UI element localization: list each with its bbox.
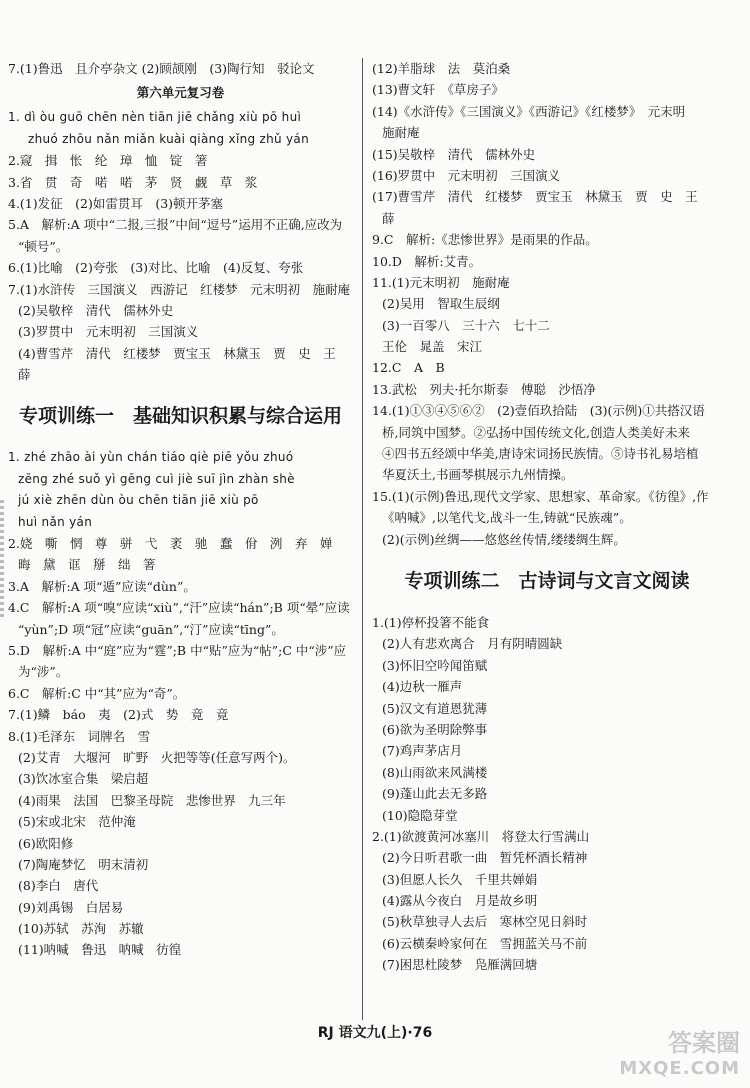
answer-line: (2)艾青 大堰河 旷野 火把等等(任意写两个)。 [18, 749, 296, 765]
answer-line: 12.C A B [372, 360, 445, 376]
answer-line: (6)欲为圣明除弊事 [382, 721, 488, 737]
answer-line: zhuó zhōu nǎn miǎn kuài qiàng xǐng zhǔ yán [28, 131, 309, 146]
answer-line: zēng zhé suǒ yì gēng cuì jiè suī jìn zhàn shè [18, 471, 295, 486]
answer-line: (6)云横秦岭家何在 雪拥蓝关马不前 [382, 935, 588, 951]
section-title-unit6: 第六单元复习卷 [136, 85, 225, 101]
answer-line: (2)吴用 智取生辰纲 [382, 296, 500, 312]
answer-line: 10.D 解析:艾青。 [372, 253, 482, 269]
answer-line: (3)但愿人长久 千里共婵娟 [382, 871, 538, 887]
answer-line: 6.(1)比喻 (2)夸张 (3)对比、比喻 (4)反复、夸张 [8, 260, 304, 276]
answer-line: (8)李白 唐代 [18, 878, 99, 894]
answer-line: (3)饮冰室合集 梁启超 [18, 771, 149, 787]
binding-edge [0, 500, 4, 620]
answer-line: 15.(1)(示例)鲁迅,现代文学家、思想家、革命家。《彷徨》,作 [372, 488, 709, 504]
answer-line: 8.(1)毛泽东 词牌名 雪 [8, 728, 151, 744]
answer-line: (14)《水浒传》《三国演义》《西游记》《红楼梦》 元末明 [372, 103, 686, 119]
answer-line: (2)今日听君歌一曲 暂凭杯酒长精神 [382, 850, 588, 866]
answer-line: (4)边秋一雁声 [382, 679, 463, 695]
answer-line: (8)山雨欲来风满楼 [382, 764, 488, 780]
left-column [8, 58, 353, 961]
answer-line: 14.(1)①③④⑤⑥② (2)壹佰玖拾陆 (3)(示例)①共搭汉语 [372, 403, 705, 419]
answer-line: (5)汉文有道恩犹薄 [382, 700, 488, 716]
answer-line: 1. zhé zhāo ài yùn chán tiáo qiè piē yǒu zhuó [8, 450, 294, 465]
answer-line: jú xiè zhēn dùn òu chēn tiān jiē xiù pō [18, 493, 259, 508]
answer-line: 桥,同筑中国梦。②弘扬中国传统文化,创造人类美好未来 [382, 424, 690, 440]
answer-line: 为“涉”。 [18, 664, 69, 680]
answer-line: 晦 黛 诓 掰 绌 箸 [18, 557, 156, 573]
answer-line: (5)秋草独寻人去后 寒林空见日斜时 [382, 914, 588, 930]
answer-line: 3.A 解析:A 项“遁”应读“dùn”。 [8, 578, 196, 594]
page-footer: RJ 语文九(上)·76 [317, 1025, 433, 1041]
answer-line: (2)吴敬梓 清代 儒林外史 [18, 302, 174, 318]
answer-line: (2)人有悲欢离合 月有阴晴圆缺 [382, 636, 563, 652]
answer-line: (3)罗贯中 元末明初 三国演义 [18, 324, 199, 340]
answer-line: 11.(1)元末明初 施耐庵 [372, 274, 510, 290]
answer-line: 7.(1)水浒传 三国演义 西游记 红楼梦 元末明初 施耐庵 [8, 281, 351, 297]
answer-line: 7.(1)鳞 báo 夷 (2)式 势 竟 竟 [8, 707, 229, 723]
answer-line: (2)(示例)丝绸——悠悠丝传情,缕缕绸生辉。 [382, 531, 626, 547]
answer-line: 13.武松 列夫·托尔斯泰 傅聪 沙悟净 [372, 381, 596, 397]
answer-line: (10)苏轼 苏洵 苏辙 [18, 921, 144, 937]
section-title-training2: 专项训练二 古诗词与文言文阅读 [404, 569, 690, 592]
answer-line: 《呐喊》,以笔代戈,战斗一生,铸就“民族魂”。 [382, 510, 632, 526]
answer-line: (4)露从今夜白 月是故乡明 [382, 893, 538, 909]
answer-line: 4.(1)发征 (2)如雷贯耳 (3)顿开茅塞 [8, 195, 224, 211]
answer-line: (16)罗贯中 元末明初 三国演义 [372, 167, 561, 183]
answer-line: huì nǎn yán [18, 514, 93, 529]
answer-line: 2.娆 嘶 惘 尊 骈 弋 袤 驰 蠢 佾 洌 弃 婵 [8, 536, 333, 552]
answer-line: (7)陶庵梦忆 明末清初 [18, 856, 149, 872]
answer-line: (3)怀旧空吟闻笛赋 [382, 657, 488, 673]
answer-line: 薛 [382, 210, 395, 226]
answer-line: 4.C 解析:A 项“嗅”应读“xiù”,“汗”应读“hán”;B 项“晕”应读 [8, 600, 350, 616]
answer-line: 施耐庵 [382, 125, 420, 141]
answer-line: (9)刘禹锡 白居易 [18, 899, 124, 915]
answer-line: 5.A 解析:A 项中“二报,三报”中间“逗号”运用不正确,应改为 [8, 217, 343, 233]
watermark-text: 答案圈 [668, 1029, 740, 1057]
answer-line: (3)一百零八 三十六 七十二 [382, 317, 550, 333]
answer-line: 6.C 解析:C 中“其”应为“奇”。 [8, 685, 186, 701]
column-divider [362, 58, 363, 1020]
answer-line: 薛 [18, 367, 31, 383]
answer-line: 1.(1)停杯投箸不能食 [372, 614, 490, 630]
answer-line: 王伦 晁盖 宋江 [382, 339, 483, 355]
answer-line: (10)隐隐芽堂 [382, 807, 458, 823]
answer-line: 5.D 解析:A 中“庭”应为“霆”;B 中“贴”应为“帖”;C 中“涉”应 [8, 642, 347, 658]
section-title-training1: 专项训练一 基础知识积累与综合运用 [18, 405, 342, 428]
answer-line: 2.窥 揖 怅 纶 璋 恤 锭 箸 [8, 153, 208, 169]
answer-line: 1. dì òu guō chēn nèn tiān jiē chǎng xiù pō huì [8, 110, 302, 125]
answer-line: (7)困思杜陵梦 凫雁满回塘 [382, 957, 538, 973]
answer-line: (9)蓬山此去无多路 [382, 786, 488, 802]
answer-line: “yùn”;D 项“冠”应读“guān”,“汀”应读“tīng”。 [18, 621, 284, 637]
answer-line: (12)羊脂球 法 莫泊桑 [372, 61, 511, 76]
answer-line: “顿号”。 [18, 238, 69, 254]
watermark-url: MXQE.COM [619, 1058, 740, 1079]
answer-line: 7.(1)鲁迅 且介亭杂文 (2)顾颉刚 (3)陶行知 驳论文 [8, 61, 315, 76]
answer-line: ④四书五经颂中华美,唐诗宋词扬民族情。⑤诗书礼易培植 [382, 446, 699, 462]
answer-line: (7)鸡声茅店月 [382, 743, 463, 759]
answer-line: (4)曹雪芹 清代 红楼梦 贾宝玉 林黛玉 贾 史 王 [18, 345, 336, 361]
answer-line: 3.省 贯 奇 喏 喏 茅 贤 觑 草 浆 [8, 174, 258, 190]
answer-line: (17)曹雪芹 清代 红楼梦 贾宝玉 林黛玉 贾 史 王 [372, 189, 698, 205]
answer-line: (5)宋或北宋 范仲淹 [18, 814, 136, 830]
answer-line: (6)欧阳修 [18, 835, 74, 851]
answer-line: (11)呐喊 鲁迅 呐喊 彷徨 [18, 942, 182, 958]
answer-line: (4)雨果 法国 巴黎圣母院 悲惨世界 九三年 [18, 792, 286, 808]
watermark-logo [619, 1030, 740, 1082]
answer-line: 华夏沃土,书画琴棋展示九州情操。 [382, 467, 574, 483]
answer-line: (15)吴敬梓 清代 儒林外史 [372, 146, 536, 162]
answer-line: 2.(1)欲渡黄河冰塞川 将登太行雪满山 [372, 828, 590, 844]
answer-line: (13)曹文轩 《草房子》 [372, 82, 504, 98]
right-column [372, 58, 722, 976]
answer-line: 9.C 解析:《悲惨世界》是雨果的作品。 [372, 232, 598, 248]
